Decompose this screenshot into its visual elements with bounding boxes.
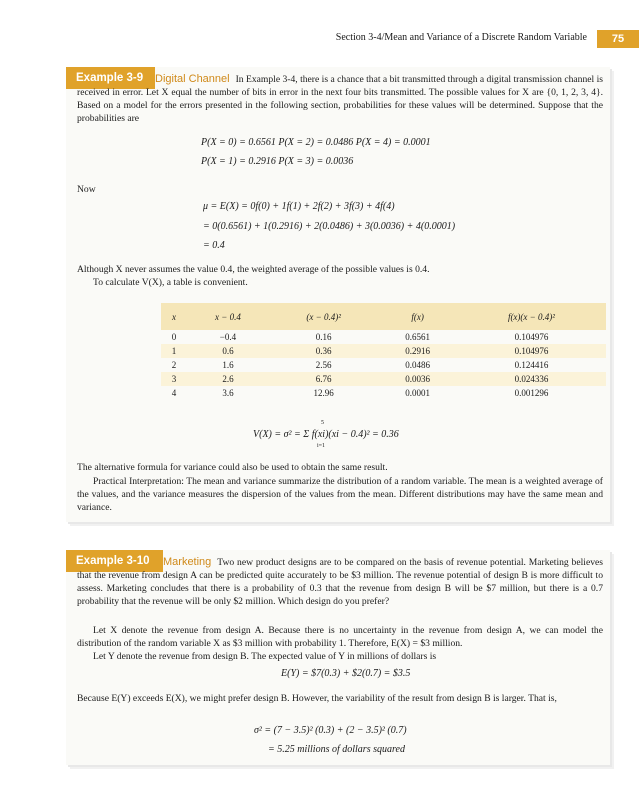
mu-line-3: = 0.4	[203, 240, 225, 251]
example-3-9-heading: Digital Channel	[155, 73, 230, 85]
table-cell: 3.6	[222, 388, 234, 398]
sum-upper-limit: 5	[321, 420, 324, 426]
sigma-line-2: = 5.25 millions of dollars squared	[268, 744, 405, 755]
table-cell: 0.0486	[405, 360, 431, 370]
table-cell: 0.0036	[378, 372, 457, 386]
example-3-9-practical: Practical Interpretation: The mean and variance summarize the distribution of a random variable. The mean is a weighted average of the values, and the variance measures the dispersion of the values from the mean. Different distributions may have the same mean and variance.	[77, 476, 603, 513]
table-cell: 1.6	[222, 360, 234, 370]
example-3-10-para2: Let X denote the revenue from design A. Because there is no uncertainty in the revenue from design A, we can model the distribution of the random variable X as $3 million with probability 1. Therefore, E(X) = $3 million.	[77, 625, 603, 649]
table-cell: 6.76	[269, 372, 378, 386]
table-cell: 0.104976	[514, 332, 549, 342]
example-3-9-para2: Although X never assumes the value 0.4, the weighted average of the possible values is 0.4.	[77, 264, 430, 275]
example-3-10-heading: Marketing	[163, 556, 212, 568]
table-cell: 0.104976	[457, 344, 606, 358]
example-3-9-intro	[77, 73, 603, 125]
table-cell: 0.024336	[457, 372, 606, 386]
sigma-line-1: σ² = (7 − 3.5)² (0.3) + (2 − 3.5)² (0.7)	[254, 725, 407, 736]
table-cell: 0.001296	[514, 388, 549, 398]
example-3-10-para3: Let Y denote the revenue from design B. The expected value of Y in millions of dollars is	[93, 651, 437, 662]
example-3-10-intro	[77, 556, 603, 608]
table-cell: 0.0001	[405, 388, 431, 398]
table-cell: 0.124416	[514, 360, 549, 370]
example-3-9-para3: To calculate V(X), a table is convenient.	[93, 277, 248, 288]
example-3-9-para1: In Example 3-4, there is a chance that a bit transmitted through a digital transmission channel is received in error. Let X equal the number of bits in error in the next four bits transmitted. The possible values for X are {0, 1, 2, 3, 4}. Based on a model for the errors presented in the following section, probabilities for these values will be determined. Suppose that the probabilities are	[77, 74, 604, 124]
table-cell: 2.6	[187, 372, 269, 386]
table-cell: 0	[171, 332, 177, 342]
table-cell: 4	[171, 388, 177, 398]
example-3-9-para4: The alternative formula for variance could also be used to obtain the same result.	[77, 462, 388, 473]
mu-line-2: = 0(0.6561) + 1(0.2916) + 2(0.0486) + 3(0.0036) + 4(0.0001)	[203, 221, 456, 232]
table-cell: 0.6	[187, 344, 269, 358]
table-cell: 0.2916	[378, 344, 457, 358]
example-3-10-tab: Example 3-10	[66, 550, 163, 572]
prob-line-1: P(X = 0) = 0.6561 P(X = 2) = 0.0486 P(X = 4) = 0.0001	[201, 137, 431, 148]
example-3-10-para4: Because E(Y) exceeds E(X), we might prefer design B. However, the variability of the result from design B is larger. That is,	[77, 693, 557, 704]
running-title: Section 3-4/Mean and Variance of a Discrete Random Variable	[335, 32, 587, 43]
example-3-9-tab: Example 3-9	[66, 67, 155, 89]
example-3-10-box	[66, 550, 610, 765]
table-row	[161, 344, 606, 358]
table-header: (x − 0.4)²	[269, 303, 378, 330]
page-header	[0, 30, 639, 50]
table-cell: 0.36	[269, 344, 378, 358]
variance-table	[161, 303, 606, 400]
example-3-9-box	[66, 67, 610, 522]
variance-equation: V(X) = σ² = Σ f(xi)(xi − 0.4)² = 0.36	[253, 429, 399, 440]
table-row	[161, 372, 606, 386]
table-header: x	[161, 303, 187, 330]
table-cell: 3	[161, 372, 187, 386]
table-cell: 1	[161, 344, 187, 358]
example-3-10-para1: Two new product designs are to be compared on the basis of revenue potential. Marketing believes that the revenue from design A can be predicted quite accurately to be $3 million. The revenue potential of design B is more difficult to assess. Marketing concludes that there is a probability of 0.3 that the revenue from design B will be $7 million, but there is a 0.7 probability that the revenue will be only $2 million. Which design do you prefer?	[77, 557, 603, 607]
ey-equation: E(Y) = $7(0.3) + $2(0.7) = $3.5	[281, 668, 411, 679]
sum-lower-limit: i=1	[317, 443, 326, 449]
table-header-row	[161, 303, 606, 330]
table-cell: 12.96	[313, 388, 334, 398]
table-header: x − 0.4	[187, 303, 269, 330]
table-row	[161, 358, 606, 372]
prob-line-2: P(X = 1) = 0.2916 P(X = 3) = 0.0036	[201, 156, 354, 167]
table-cell: −0.4	[219, 332, 237, 342]
page-number: 75	[597, 30, 639, 48]
mu-line-1: μ = E(X) = 0f(0) + 1f(1) + 2f(2) + 3f(3) + 4f(4)	[203, 201, 395, 212]
table-cell: 2.56	[315, 360, 332, 370]
table-cell: 0.16	[315, 332, 332, 342]
table-row	[161, 330, 606, 344]
table-cell: 2	[171, 360, 177, 370]
table-header: f(x)(x − 0.4)²	[457, 303, 606, 330]
table-row	[161, 386, 606, 400]
now-label: Now	[77, 184, 96, 195]
table-header: f(x)	[378, 303, 457, 330]
table-cell: 0.6561	[405, 332, 431, 342]
